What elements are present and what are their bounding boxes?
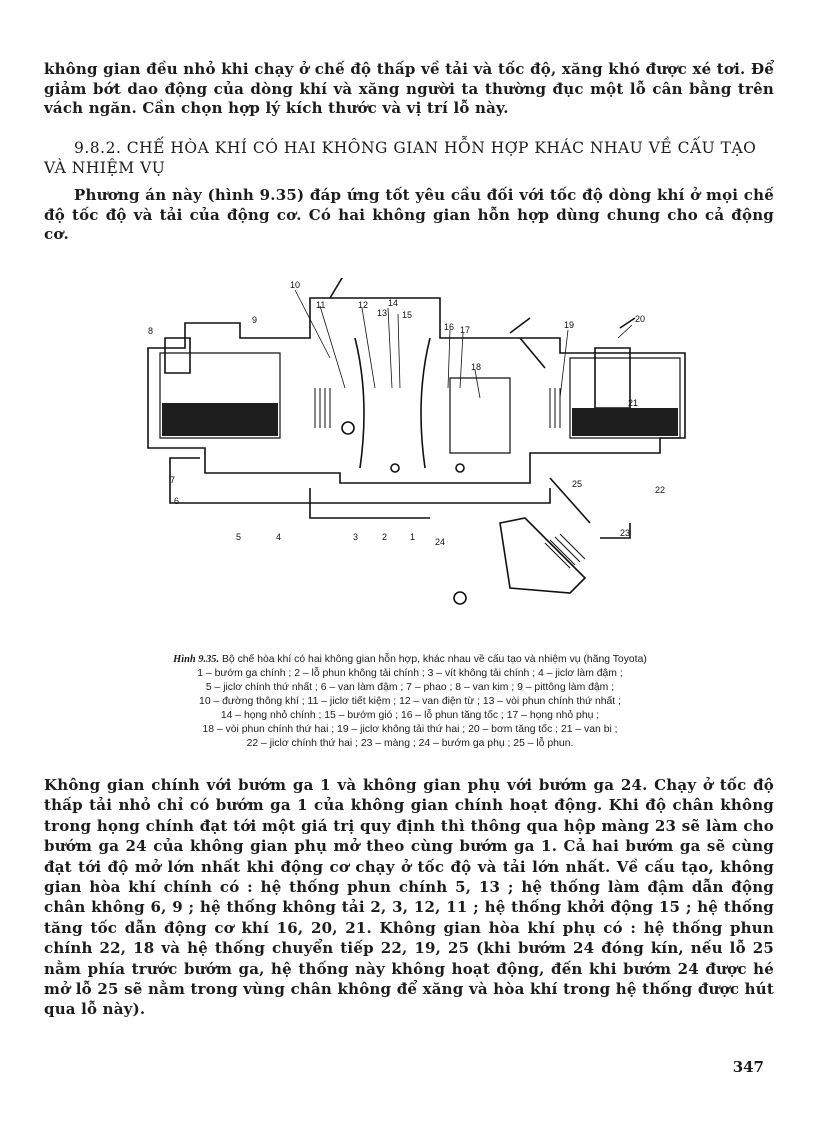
page-number: 347: [732, 1058, 764, 1076]
callout-9: 9: [252, 315, 258, 325]
callout-20: 20: [635, 314, 646, 324]
section-heading: 9.8.2. CHẾ HÒA KHÍ CÓ HAI KHÔNG GIAN HỖN HỢP KHÁC NHAU VỀ CẤU TẠO VÀ NHIỆM VỤ: [44, 139, 757, 177]
caption-line-5: 14 – họng nhỏ chính ; 15 – bướm gió ; 16 – lỗ phun tăng tốc ; 17 – họng nhỏ phụ ;: [220, 710, 600, 721]
callout-5: 5: [236, 532, 242, 542]
caption-label: Hình 9.35.: [173, 654, 220, 665]
callout-15: 15: [402, 310, 413, 320]
caption-line-1: Hình 9.35. Bộ chế hòa khí có hai không gian hỗn hợp, khác nhau về cấu tạo và nhiệm vụ (hãng Toyota): [173, 654, 647, 665]
callout-24: 24: [435, 537, 446, 547]
callout-17: 17: [460, 325, 471, 335]
paragraph-description: Không gian chính với bướm ga 1 và không gian phụ với bướm ga 24. Chạy ở tốc độ thấp tải nhỏ chỉ có bướm ga 1 của không gian chính hoạt động. Khi độ chân không trong họng chính đạt tới một giá trị quy định thì thông qua hộp màng 23 sẽ làm cho bướm ga 24 của không gian phụ mở theo cùng bướm ga 1. Cả hai bướm ga sẽ cùng đạt tới độ mở lớn nhất khi động cơ chạy ở tốc độ và tải lớn nhất. Về cấu tạo, không gian hòa khí chính có : hệ thống phun chính 5, 13 ; hệ thống làm đậm dẫn động chân không 6, 9 ; hệ thống không tải 2, 3, 12, 11 ; hệ thống khởi động 15 ; hệ thống tăng tốc dẫn động cơ khí 16, 20, 21. Không gian hòa khí phụ có : hệ thống phun chính 22, 18 và hệ thống chuyển tiếp 22, 19, 25 (khi bướm 24 đóng kín, nếu lỗ 25 nằm phía trước bướm ga, hệ thống này không hoạt động, đến khi bướm 24 được hé mở lỗ 25 sẽ nằm trong vùng chân không để xăng và hòa khí trong hệ thống được hút qua lỗ này).: [44, 776, 774, 1019]
callout-1: 1: [410, 532, 416, 542]
callout-22: 22: [655, 485, 666, 495]
intro-paragraph: không gian đều nhỏ khi chạy ở chế độ thấp về tải và tốc độ, xăng khó được xé tơi. Để giảm bớt dao động của dòng khí và xăng người ta thường đục một lỗ cân bằng trên vách ngăn. Cần chọn hợp lý kích thước và vị trí lỗ này.: [44, 60, 774, 117]
paragraph-method: Phương án này (hình 9.35) đáp ứng tốt yêu cầu đối với tốc độ dòng khí ở mọi chế độ tốc độ và tải của động cơ. Có hai không gian hỗn hợp dùng chung cho cả động cơ.: [44, 186, 774, 243]
caption-line-2: 1 – bướm ga chính ; 2 – lỗ phun không tải chính ; 3 – vít không tải chính ; 4 – jiclơ làm đậm ;: [197, 668, 623, 679]
figure-caption: [70, 653, 750, 751]
callout-4: 4: [276, 532, 282, 542]
callout-13: 13: [377, 308, 388, 318]
callout-2: 2: [382, 532, 388, 542]
callout-12: 12: [358, 300, 369, 310]
caption-line-7: 22 – jiclơ chính thứ hai ; 23 – màng ; 24 – bướm ga phụ ; 25 – lỗ phun.: [246, 738, 574, 749]
caption-line-4: 10 – đường thông khí ; 11 – jiclơ tiết kiệm ; 12 – van điện từ ; 13 – vòi phun chính thứ nhất ;: [199, 696, 621, 707]
caption-line-3: 5 – jiclơ chính thứ nhất ; 6 – van làm đậm ; 7 – phao ; 8 – van kim ; 9 – pittông làm đậm ;: [205, 682, 615, 693]
callout-6: 6: [174, 496, 180, 506]
callout-16: 16: [444, 322, 455, 332]
callout-11: 11: [316, 300, 326, 310]
callout-10: 10: [290, 280, 301, 290]
carburetor-diagram: [130, 278, 690, 608]
callout-8: 8: [148, 326, 154, 336]
callout-7: 7: [170, 475, 176, 485]
callout-21: 21: [628, 398, 639, 408]
callout-25: 25: [572, 479, 583, 489]
callout-23: 23: [620, 528, 631, 538]
callout-18: 18: [471, 362, 482, 372]
callout-19: 19: [564, 320, 575, 330]
caption-line-6: 18 – vòi phun chính thứ hai ; 19 – jiclơ không tải thứ hai ; 20 – bơm tăng tốc ; 21 – van bi ;: [202, 724, 618, 735]
callout-3: 3: [353, 532, 359, 542]
callout-14: 14: [388, 298, 399, 308]
